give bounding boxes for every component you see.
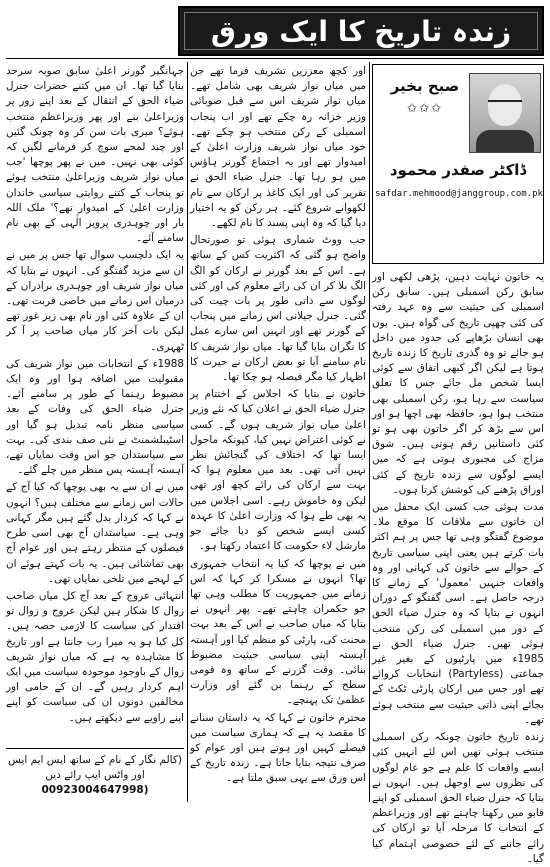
- paragraph: اور کچھ معززین تشریف فرما تھے جن میں میاں نواز شریف بھی شامل تھے۔ میاں نواز شریف اس سے قبل صوبائی وزیر خزانہ رہ چکے تھے اور اب پنجاب اسمبلی کے رکن منتخب ہو چکے تھے۔ خود میاں نواز شریف وزارت اعلیٰ کے امیدوار تھے اور یہ اجتماع گورنر ہاؤس میں ہو رہا تھا۔ جنرل ضیاء الحق نے تقریر کی اور ایک کاغذ پر ارکان سے نام لکھوانے شروع کئے۔ ہر رکن کو یہ اختیار دیا گیا کہ وہ اپنی پسند کا نام لکھے۔: [190, 65, 366, 230]
- author-photo-glasses: [488, 100, 522, 110]
- author-name: ڈاکٹر صفدر محمود: [389, 161, 527, 179]
- article-column-1: [372, 270, 545, 865]
- paragraph: جہانگیر گورنر اعلیٰ سابق صوبہ سرحد بنایا گیا تھا۔ ان میں کتنے حضرات جنرل ضیاء الحق کے انتقال کے بعد اپنے زور پر وزیراعلیٰ بنے اور پھر وزیراعظم منتخب ہوئے؟ میری بات سن کر وہ چونک گئیں اور چند لمحے سوچ کر فرمانے لگیں کہ کوئی بھی نہیں۔ میں نے پھر پوچھا 'جب میاں نواز شریف وزیراعلیٰ منتخب ہوئے تو پنجاب کے کتنے روایتی سیاسی خاندان وزارت اعلیٰ کے امیدوار تھے؟' ملک اللہ یار اور چوہدری پرویز الٰہی کے بھی نام سامنے آئے۔: [6, 65, 184, 245]
- column-series-name: صبح بخیر: [390, 77, 460, 95]
- paragraph: زندہ تاریخ خاتون چونکہ رکن اسمبلی منتخب ہوئی تھیں اس لئے انہیں کئی ایسے واقعات کا علم ہے جو عام لوگوں کی نظروں سے اوجھل ہیں۔ انہوں نے بتایا کہ جنرل ضیاء الحق اسمبلی کو اپنے قابو میں رکھنا چاہتے تھے اور وزیراعظم کے انتخاب کا مرحلہ آیا تو ارکان کی رائے جاننے کے لئے خصوصی اہتمام کیا گیا۔: [372, 731, 544, 865]
- paragraph: انتہائی عروج کے بعد آج کل میاں صاحب زوال کا شکار ہیں لیکن عروج و زوال تو اقتدار کی سیاست کا لازمی حصہ ہیں۔ کل کیا ہو یہ میرا رب جانتا ہے اور تاریخ کا مشاہدہ یہ ہے کہ میاں نواز شریف زوال کے باوجود موجودہ سیاست میں ایک اہم کردار رہیں گے۔ ان کے حامی اور مخالفین دونوں ان کی سیاست کو اپنے اپنے زاویے سے دیکھتے ہیں۔: [6, 589, 184, 724]
- column-title: زندہ تاریخ کا ایک ورق: [210, 14, 512, 48]
- column-title-banner: [178, 6, 544, 56]
- banner-inner-border: [184, 12, 538, 50]
- paragraph: محترم خاتون نے کہا کہ یہ داستان سنانے کا مقصد یہ ہے کہ ہماری سیاست میں فیصلے کہیں اور ہوتے ہیں اور عوام کو صرف نتیجہ بتایا جاتا ہے۔ زندہ تاریخ کے اس ورق سے یہی سبق ملتا ہے۔: [190, 711, 366, 785]
- paragraph: یہ خاتون نہایت ذہین، پڑھی لکھی اور سابق رکن اسمبلی ہیں۔ سابق رکن اسمبلی کی حیثیت سے وہ عہد رفتہ کی کئی چھپی تاریخ کی گواہ ہیں۔ یوں بھی انسان بڑھاپے کی حدود میں داخل ہو جائے تو وہ گذری تاریخ کا زندہ تاریخ ہوتا ہے لیکن اگر کبھی اتفاق سے کوئی ایسا شخص مل جائے جس کا تعلق سیاست سے رہا ہو، رکن اسمبلی بھی منتخب ہوا ہو، حافظہ بھی اچھا ہو اور اس سے بڑھ کر اگر خاتون بھی ہو تو کئی داستانیں رقم ہوتی ہیں۔ شوق مزاج کی مجبوری ہوتی ہے کہ میں ایسے لوگوں سے زندہ تاریخ کے کئی اوراق پڑھنے کی کوشش کرتا ہوں۔: [372, 271, 544, 496]
- paragraph: میں نے ان سے یہ بھی پوچھا کہ کیا آج کے حالات اس زمانے سے مختلف ہیں؟ انہوں نے کہا کہ کردار بدل گئے ہیں مگر کہانی وہی ہے۔ سیاستدان آج بھی اسی طرح فیصلوں کے منتظر رہتے ہیں اور عوام آج بھی تماشائی ہیں۔ یہ بات کہتے ہوئے ان کے لہجے میں تلخی نمایاں تھی۔: [6, 481, 184, 585]
- feedback-phone-number[interactable]: 00923004647998): [41, 784, 149, 796]
- header-divider: [6, 58, 544, 59]
- author-photo: [469, 73, 541, 153]
- paragraph: یہ ایک دلچسپ سوال تھا جس پر میں نے ان سے مزید گفتگو کی۔ انہوں نے بتایا کہ میاں نواز شریف اور چوہدری برادران کے درمیان اس زمانے میں خاصی قربت تھی۔ ان کے علاوہ کئی اور نام بھی زیر غور تھے لیکن بات آخر کار میاں صاحب پر آ کر ٹھہری۔: [6, 249, 184, 353]
- author-email[interactable]: safdar.mehmood@janggroup.com.pk: [375, 189, 543, 199]
- column-divider-right: [369, 62, 370, 802]
- paragraph: خاتون نے بتایا کہ اجلاس کے اختتام پر جنرل ضیاء الحق نے اعلان کیا کہ نئے وزیر اعلیٰ میاں نواز شریف ہوں گے۔ کسی نے کوئی اعتراض نہیں کیا، کیونکہ ماحول ایسا تھا کہ اختلاف کی گنجائش نظر نہیں آتی تھی۔ بعد میں معلوم ہوا کہ بہت سے ارکان کی رائے کچھ اور تھی لیکن وہ خاموش رہے۔ اسی اجلاس میں یہ بھی طے ہوا کہ وزارت اعلیٰ کا عہدہ کسی ایسے شخص کو دیا جائے جو مارشل لاء حکومت کا اعتماد رکھتا ہو۔: [190, 388, 366, 553]
- author-box: [372, 64, 544, 264]
- paragraph: مدت ہوئی جب کسی ایک محفل میں ان خاتون سے ملاقات کا موقع ملا۔ موضوع گفتگو وہی تھا جس پر ہم اکثر بات کرتے ہیں یعنی اپنی سیاسی تاریخ کے حوالے سے خاتون کی کہانی اور وہ واقعات جنہیں 'معمول' کے زمانے کا درجہ حاصل ہے۔ اسی گفتگو کے دوران انہوں نے بتایا کہ وہ جنرل ضیاء الحق کے دور میں اسمبلی کی رکن منتخب ہوئی تھیں۔ جنرل ضیاء الحق نے 1985ء میں پارٹیوں کے بغیر غیر جماعتی (Partyless) انتخابات کروائے تھے اور جس میں ارکان پارٹی ٹکٹ کے بجائے اپنی ذاتی حیثیت سے منتخب ہوئے تھے۔: [372, 501, 545, 726]
- stars-ornament: ✩✩✩: [406, 101, 444, 115]
- author-photo-suit: [476, 130, 534, 152]
- sms-feedback-note: [6, 748, 184, 798]
- column-divider-left: [187, 62, 188, 802]
- paragraph: 1988ء کے انتخابات میں نواز شریف کی مقبولیت میں اضافہ ہوا اور وہ ایک مضبوط رہنما کے طور پر سامنے آئے۔ جنرل ضیاء الحق کی وفات کے بعد سیاسی منظر نامہ تبدیل ہو گیا اور اسٹیبلشمنٹ نے نئی صف بندی کی۔ بہت سے سیاستدان جو اس وقت نمایاں تھے، آہستہ آہستہ پس منظر میں چلے گئے۔: [6, 357, 184, 477]
- article-column-3: [6, 64, 184, 744]
- paragraph: جب ووٹ شماری ہوئی تو صورتحال واضح ہو گئی کہ اکثریت کس کے ساتھ ہے۔ اس کے بعد گورنر نے ارکان کو الگ الگ بلا کر ان کی رائے معلوم کی اور کئی لوگوں سے ذاتی طور پر بات چیت کی گئی۔ جنرل جیلانی اس زمانے میں پنجاب کے گورنر تھے اور انہیں اس سارے عمل کا نگران بنایا گیا تھا۔ میاں نواز شریف کا نام سامنے آیا تو بعض ارکان نے حیرت کا اظہار کیا مگر فیصلہ ہو چکا تھا۔: [190, 234, 366, 384]
- paragraph: میں نے پوچھا کہ کیا یہ انتخاب جمہوری تھا؟ انہوں نے مسکرا کر کہا کہ اس زمانے میں جمہوریت کا مطلب وہی تھا جو حکمران چاہتے تھے۔ پھر انہوں نے بتایا کہ میاں صاحب نے اس کے بعد بہت محنت کی، پارٹی کو منظم کیا اور آہستہ آہستہ اپنی سیاسی حیثیت مضبوط بنائی۔ وقت گزرنے کے ساتھ وہ قومی سطح کے رہنما بن گئے اور وزارت عظمیٰ تک پہنچے۔: [190, 557, 366, 707]
- feedback-note-text: (کالم نگار کے نام کے ساتھ ایس ایم ایس اور واٹس ایپ رائے دیں: [8, 754, 182, 781]
- article-column-2: [190, 64, 366, 802]
